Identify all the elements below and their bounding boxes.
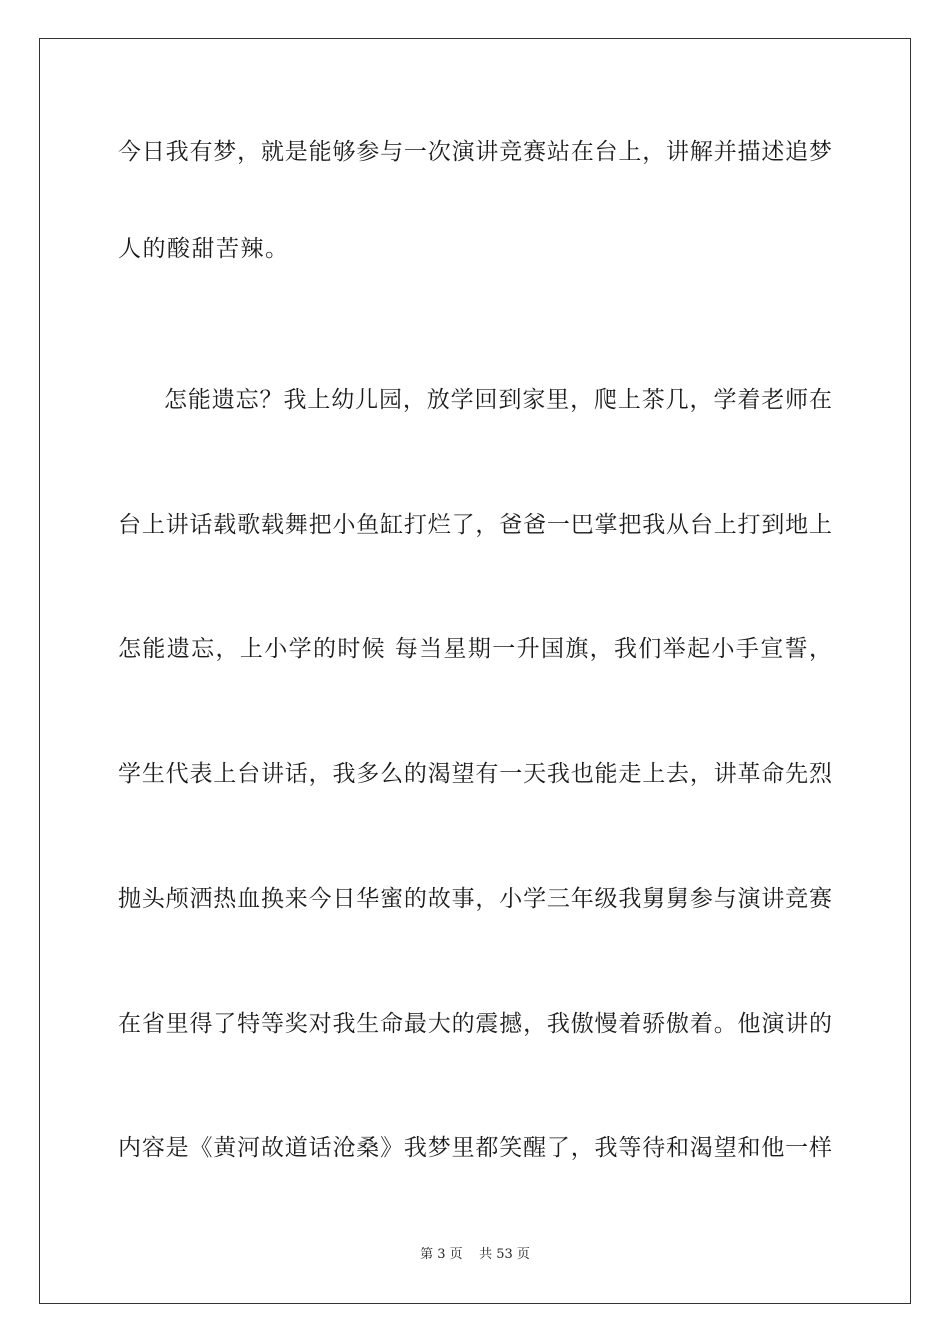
text-line-2: 人的酸甜苦辣。 [118,236,290,262]
text-line-4: 台上讲话载歌载舞把小鱼缸打烂了，爸爸一巴掌把我从台上打到地上 [118,512,832,538]
text-line-1: 今日我有梦，就是能够参与一次演讲竞赛站在台上，讲解并描述追梦 [118,139,832,165]
text-line-9: 内容是《黄河故道话沧桑》我梦里都笑醒了，我等待和渴望和他一样 [118,1135,832,1161]
page-number-footer: 第 3 页 共 53 页 [420,1247,530,1262]
text-line-6: 学生代表上台讲话，我多么的渴望有一天我也能走上去，讲革命先烈 [118,761,832,787]
text-line-5: 怎能遗忘，上小学的时候 每当星期一升国旗，我们举起小手宣誓， [118,636,832,662]
text-line-8: 在省里得了特等奖对我生命最大的震撼，我傲慢着骄傲着。他演讲的 [118,1011,832,1037]
text-line-7: 抛头颅洒热血换来今日华蜜的故事，小学三年级我舅舅参与演讲竞赛 [118,886,832,912]
page-border [39,38,911,1304]
text-line-3: 怎能遗忘？我上幼儿园，放学回到家里，爬上茶几，学着老师在 [164,387,832,413]
